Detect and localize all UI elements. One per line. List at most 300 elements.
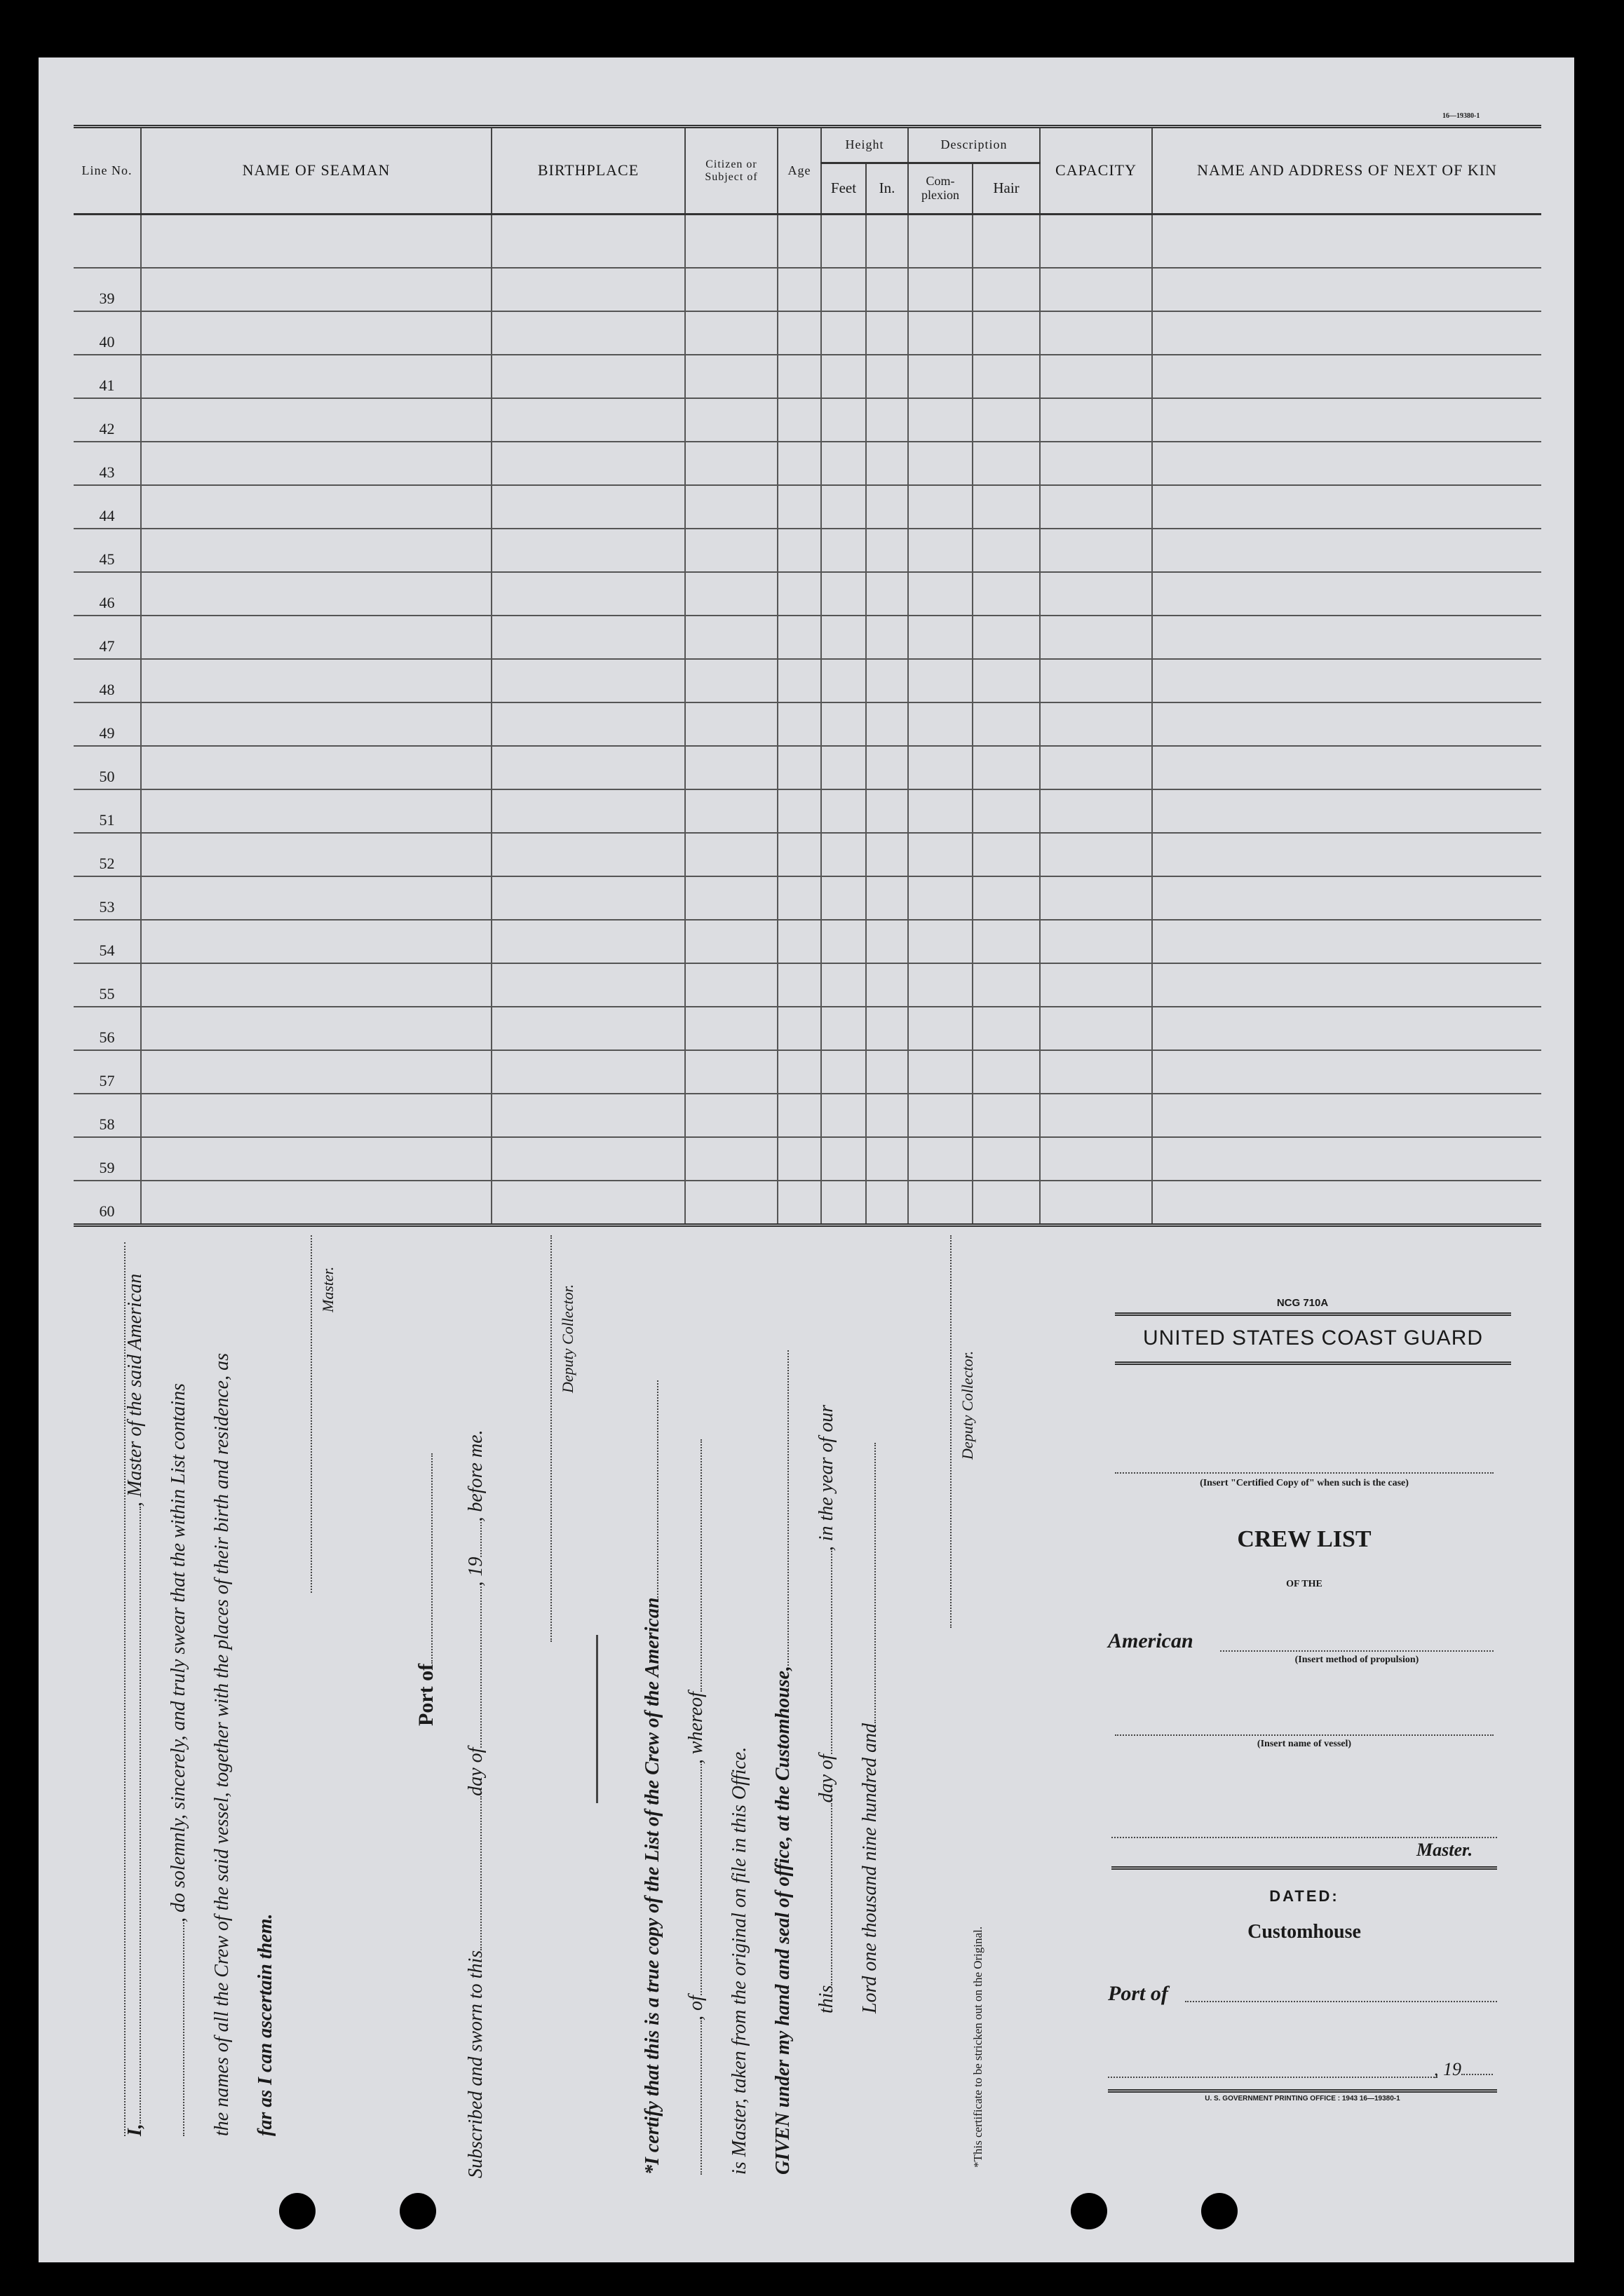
table-cell xyxy=(1152,1094,1541,1137)
table-cell xyxy=(778,442,821,485)
table-cell xyxy=(141,398,492,442)
table-cell xyxy=(1152,268,1541,311)
certify-master-line: is Master, taken from the original on file in this Office. xyxy=(729,1746,750,2175)
header-hair: Hair xyxy=(973,163,1040,215)
table-cell xyxy=(1152,920,1541,963)
table-cell xyxy=(778,268,821,311)
table-row xyxy=(74,485,1541,529)
table-row xyxy=(74,311,1541,355)
table-cell xyxy=(778,876,821,920)
table-cell xyxy=(908,1050,973,1094)
form-number: 16—19380-1 xyxy=(1442,112,1480,120)
table-cell xyxy=(685,702,778,746)
table-cell xyxy=(821,485,866,529)
table-cell xyxy=(1152,702,1541,746)
table-cell xyxy=(141,1181,492,1225)
table-cell xyxy=(685,789,778,833)
line-number: 48 xyxy=(74,659,141,702)
line-number: 53 xyxy=(74,876,141,920)
table-cell xyxy=(821,1094,866,1137)
table-cell xyxy=(866,355,908,398)
table-cell xyxy=(141,1094,492,1137)
master-line xyxy=(1111,1837,1497,1838)
table-cell xyxy=(778,1137,821,1181)
table-cell xyxy=(1152,1181,1541,1225)
table-cell xyxy=(821,616,866,659)
table-cell xyxy=(973,485,1040,529)
table-cell xyxy=(908,876,973,920)
table-cell xyxy=(492,355,685,398)
table-cell xyxy=(492,311,685,355)
table-cell xyxy=(685,1094,778,1137)
port-of-line xyxy=(1185,2001,1497,2002)
table-cell xyxy=(973,746,1040,789)
table-cell xyxy=(492,442,685,485)
table-cell xyxy=(1152,833,1541,876)
line-number: 52 xyxy=(74,833,141,876)
year-label: , 19 xyxy=(1434,2059,1493,2080)
table-cell xyxy=(1040,789,1152,833)
table-cell xyxy=(821,572,866,616)
table-cell xyxy=(908,920,973,963)
table-cell xyxy=(973,311,1040,355)
table-cell xyxy=(141,355,492,398)
table-cell xyxy=(821,833,866,876)
table-cell xyxy=(973,702,1040,746)
table-cell xyxy=(685,1181,778,1225)
table-cell xyxy=(1040,529,1152,572)
table-cell xyxy=(685,920,778,963)
table-cell xyxy=(1040,398,1152,442)
table-cell xyxy=(973,616,1040,659)
table-cell xyxy=(821,702,866,746)
table-cell xyxy=(973,1094,1040,1137)
table-cell xyxy=(685,1050,778,1094)
table-cell xyxy=(973,833,1040,876)
table-cell xyxy=(778,572,821,616)
table-cell xyxy=(141,616,492,659)
table-cell xyxy=(1152,398,1541,442)
master-label: Master. xyxy=(319,1266,337,1312)
line-number: 59 xyxy=(74,1137,141,1181)
table-cell xyxy=(778,1007,821,1050)
table-cell xyxy=(973,920,1040,963)
table-cell xyxy=(973,963,1040,1007)
table-row xyxy=(74,833,1541,876)
table-cell xyxy=(1040,833,1152,876)
table-row xyxy=(74,746,1541,789)
table-cell xyxy=(685,616,778,659)
table-cell xyxy=(141,572,492,616)
table-cell xyxy=(1152,659,1541,702)
line-number: 42 xyxy=(74,398,141,442)
table-cell xyxy=(685,833,778,876)
header-description: Description xyxy=(908,127,1040,163)
american-label: American xyxy=(1108,1629,1193,1652)
table-cell xyxy=(492,268,685,311)
table-cell xyxy=(1152,529,1541,572)
table-cell xyxy=(1152,876,1541,920)
table-cell xyxy=(141,442,492,485)
table-cell xyxy=(1040,1137,1152,1181)
table-cell xyxy=(866,789,908,833)
table-cell xyxy=(1040,963,1152,1007)
table-cell xyxy=(821,920,866,963)
table-cell xyxy=(1040,1050,1152,1094)
table-cell xyxy=(141,311,492,355)
table-cell xyxy=(141,963,492,1007)
table-cell xyxy=(685,355,778,398)
table-cell xyxy=(908,659,973,702)
table-cell xyxy=(685,746,778,789)
header-capacity: CAPACITY xyxy=(1040,127,1152,215)
table-cell xyxy=(492,1181,685,1225)
table-cell xyxy=(866,876,908,920)
table-cell xyxy=(685,529,778,572)
master-signature-line xyxy=(311,1235,312,1593)
table-cell xyxy=(821,746,866,789)
table-cell xyxy=(973,1181,1040,1225)
table-cell xyxy=(778,789,821,833)
table-row xyxy=(74,702,1541,746)
table-cell xyxy=(1040,920,1152,963)
table-cell xyxy=(866,268,908,311)
table-cell xyxy=(492,876,685,920)
table-cell xyxy=(908,398,973,442)
table-cell xyxy=(778,1050,821,1094)
deputy-signature-line-1 xyxy=(550,1235,552,1642)
table-cell xyxy=(973,1137,1040,1181)
deputy-collector-label-1: Deputy Collector. xyxy=(559,1284,576,1393)
table-cell xyxy=(141,1007,492,1050)
table-cell xyxy=(1152,311,1541,355)
table-cell xyxy=(908,963,973,1007)
punch-hole xyxy=(279,2193,316,2229)
table-row-blank xyxy=(74,215,1541,269)
table-cell xyxy=(908,789,973,833)
table-cell xyxy=(685,311,778,355)
table-row xyxy=(74,355,1541,398)
table-cell xyxy=(1040,616,1152,659)
crew-list-title: CREW LIST xyxy=(1237,1526,1372,1552)
certified-copy-line xyxy=(1115,1472,1494,1474)
table-row xyxy=(74,442,1541,485)
table-cell xyxy=(821,1050,866,1094)
table-cell xyxy=(492,920,685,963)
table-cell xyxy=(973,659,1040,702)
rule xyxy=(1111,1866,1497,1870)
table-cell xyxy=(492,833,685,876)
table-cell xyxy=(141,920,492,963)
table-cell xyxy=(866,616,908,659)
table-cell xyxy=(1040,442,1152,485)
table-cell xyxy=(1040,659,1152,702)
table-cell xyxy=(866,1094,908,1137)
table-cell xyxy=(141,1137,492,1181)
table-cell xyxy=(821,529,866,572)
table-cell xyxy=(778,311,821,355)
table-cell xyxy=(1152,1137,1541,1181)
header-inches: In. xyxy=(866,163,908,215)
line-number: 49 xyxy=(74,702,141,746)
line-number: 56 xyxy=(74,1007,141,1050)
table-cell xyxy=(685,398,778,442)
table-row xyxy=(74,1181,1541,1225)
table-cell xyxy=(973,398,1040,442)
table-cell xyxy=(973,529,1040,572)
table-cell xyxy=(1152,616,1541,659)
table-row xyxy=(74,1007,1541,1050)
table-cell xyxy=(492,789,685,833)
header-height: Height xyxy=(821,127,908,163)
port-of-field-label: Port of xyxy=(1108,1982,1168,2005)
table-cell xyxy=(866,311,908,355)
certified-copy-note: (Insert "Certified Copy of" when such is the case) xyxy=(1200,1478,1409,1488)
table-cell xyxy=(908,268,973,311)
table-cell xyxy=(141,485,492,529)
header-citizen: Citizen or Subject of xyxy=(685,127,778,215)
table-cell xyxy=(821,311,866,355)
table-cell xyxy=(778,702,821,746)
table-cell xyxy=(492,1050,685,1094)
header-complexion: Com-plexion xyxy=(908,163,973,215)
table-cell xyxy=(1152,963,1541,1007)
table-cell xyxy=(866,1050,908,1094)
table-row xyxy=(74,659,1541,702)
line-number: 50 xyxy=(74,746,141,789)
table-row xyxy=(74,1050,1541,1094)
line-number: 47 xyxy=(74,616,141,659)
table-cell xyxy=(778,616,821,659)
table-cell xyxy=(1040,1094,1152,1137)
table-cell xyxy=(492,746,685,789)
line-number: 45 xyxy=(74,529,141,572)
table-cell xyxy=(778,529,821,572)
table-cell xyxy=(1040,1181,1152,1225)
table-cell xyxy=(1152,1007,1541,1050)
customhouse-label: Customhouse xyxy=(1247,1921,1361,1943)
affidavit-line-3: the names of all the Crew of the said vessel, together with the places of their birth and residence, as xyxy=(211,1353,233,2136)
table-cell xyxy=(778,398,821,442)
table-cell xyxy=(908,485,973,529)
table-cell xyxy=(1040,746,1152,789)
table-cell xyxy=(908,1094,973,1137)
table-cell xyxy=(1152,442,1541,485)
table-cell xyxy=(1040,876,1152,920)
table-cell xyxy=(908,702,973,746)
line-number: 43 xyxy=(74,442,141,485)
vessel-name-line xyxy=(1115,1734,1494,1736)
table-cell xyxy=(141,659,492,702)
line-number: 44 xyxy=(74,485,141,529)
table-cell xyxy=(908,746,973,789)
propulsion-note: (Insert method of propulsion) xyxy=(1294,1655,1419,1665)
table-cell xyxy=(778,833,821,876)
table-cell xyxy=(141,1050,492,1094)
table-row xyxy=(74,789,1541,833)
table-cell xyxy=(866,1137,908,1181)
table-cell xyxy=(821,442,866,485)
table-cell xyxy=(866,529,908,572)
propulsion-line xyxy=(1220,1650,1494,1652)
table-cell xyxy=(908,311,973,355)
table-cell xyxy=(1152,485,1541,529)
table-cell xyxy=(778,355,821,398)
table-cell xyxy=(1152,789,1541,833)
table-cell xyxy=(821,355,866,398)
table-cell xyxy=(141,529,492,572)
line-number: 58 xyxy=(74,1094,141,1137)
table-cell xyxy=(908,1137,973,1181)
table-cell xyxy=(821,398,866,442)
table-cell xyxy=(685,442,778,485)
line-number: 40 xyxy=(74,311,141,355)
table-cell xyxy=(685,876,778,920)
affidavit-line-2: , do solemnly, sincerely, and truly swear that the within List contains xyxy=(168,1383,190,2136)
deputy-signature-line-2 xyxy=(950,1235,952,1628)
table-row xyxy=(74,398,1541,442)
table-row xyxy=(74,268,1541,311)
table-cell xyxy=(492,1007,685,1050)
table-cell xyxy=(1152,355,1541,398)
of-the-label: OF THE xyxy=(1286,1579,1322,1589)
table-cell xyxy=(821,659,866,702)
agency-title: UNITED STATES COAST GUARD xyxy=(1142,1326,1484,1350)
table-cell xyxy=(973,268,1040,311)
port-of-label: Port of xyxy=(414,1453,438,1726)
table-cell xyxy=(866,963,908,1007)
table-cell xyxy=(492,702,685,746)
table-row xyxy=(74,963,1541,1007)
table-cell xyxy=(1040,268,1152,311)
punch-hole xyxy=(400,2193,436,2229)
rule xyxy=(1115,1361,1511,1365)
table-cell xyxy=(778,1094,821,1137)
table-cell xyxy=(821,789,866,833)
table-cell xyxy=(1040,1007,1152,1050)
table-cell xyxy=(973,876,1040,920)
table-cell xyxy=(1040,572,1152,616)
affidavit-line-4: far as I can ascertain them. xyxy=(255,1913,276,2136)
table-cell xyxy=(908,1181,973,1225)
table-row xyxy=(74,572,1541,616)
table-cell xyxy=(492,659,685,702)
table-cell xyxy=(866,1181,908,1225)
line-number: 57 xyxy=(74,1050,141,1094)
table-cell xyxy=(908,442,973,485)
table-cell xyxy=(866,442,908,485)
table-cell xyxy=(908,833,973,876)
table-cell xyxy=(492,963,685,1007)
certify-of-line: , of, whereof xyxy=(685,1439,708,2175)
header-next-of-kin: NAME AND ADDRESS OF NEXT OF KIN xyxy=(1152,127,1541,215)
header-feet: Feet xyxy=(821,163,866,215)
header-age: Age xyxy=(778,127,821,215)
line-number: 51 xyxy=(74,789,141,833)
table-cell xyxy=(821,268,866,311)
table-cell xyxy=(492,616,685,659)
form-code: NCG 710A xyxy=(1276,1297,1329,1309)
table-cell xyxy=(778,920,821,963)
table-cell xyxy=(492,398,685,442)
table-cell xyxy=(973,1050,1040,1094)
rule xyxy=(1115,1312,1511,1316)
rule xyxy=(1108,2089,1497,2093)
table-cell xyxy=(778,746,821,789)
table-cell xyxy=(1040,702,1152,746)
table-cell xyxy=(821,1007,866,1050)
given-day-line: thisday of, in the year of our xyxy=(816,1404,837,2013)
vessel-name-note: (Insert name of vessel) xyxy=(1257,1739,1352,1749)
separator-rule xyxy=(596,1635,598,1803)
table-cell xyxy=(866,920,908,963)
dated-label: DATED: xyxy=(1269,1887,1339,1905)
document-page xyxy=(39,57,1574,2262)
table-cell xyxy=(685,1137,778,1181)
table-cell xyxy=(973,1007,1040,1050)
table-cell xyxy=(685,268,778,311)
punch-hole xyxy=(1071,2193,1107,2229)
table-cell xyxy=(685,572,778,616)
cover-master-label: Master. xyxy=(1416,1840,1473,1860)
line-number: 39 xyxy=(74,268,141,311)
table-cell xyxy=(908,529,973,572)
table-cell xyxy=(1040,355,1152,398)
table-cell xyxy=(1040,485,1152,529)
line-number: 54 xyxy=(74,920,141,963)
table-cell xyxy=(685,963,778,1007)
header-line-no: Line No. xyxy=(74,127,141,215)
table-cell xyxy=(685,485,778,529)
table-cell xyxy=(908,616,973,659)
table-cell xyxy=(866,833,908,876)
table-cell xyxy=(778,485,821,529)
header-birthplace: BIRTHPLACE xyxy=(492,127,685,215)
affidavit-line-1: I,, Master of the said American xyxy=(124,1273,146,2136)
table-cell xyxy=(685,1007,778,1050)
table-cell xyxy=(866,702,908,746)
table-cell xyxy=(492,485,685,529)
certify-line: *I certify that this is a true copy of the List of the Crew of the American xyxy=(642,1380,664,2175)
table-cell xyxy=(141,268,492,311)
table-cell xyxy=(141,746,492,789)
table-cell xyxy=(141,833,492,876)
crew-table xyxy=(74,125,1541,1227)
table-cell xyxy=(821,963,866,1007)
table-cell xyxy=(492,1137,685,1181)
given-line: GIVEN under my hand and seal of office, at the Customhouse, xyxy=(772,1350,794,2175)
punch-hole xyxy=(1201,2193,1238,2229)
table-row xyxy=(74,920,1541,963)
table-cell xyxy=(866,572,908,616)
table-cell xyxy=(778,1181,821,1225)
table-cell xyxy=(1152,1050,1541,1094)
table-cell xyxy=(866,1007,908,1050)
date-line xyxy=(1108,2077,1437,2078)
table-row xyxy=(74,1137,1541,1181)
table-cell xyxy=(908,355,973,398)
table-cell xyxy=(908,572,973,616)
table-cell xyxy=(821,1181,866,1225)
table-cell xyxy=(821,1137,866,1181)
table-cell xyxy=(778,659,821,702)
line-number: 55 xyxy=(74,963,141,1007)
table-cell xyxy=(866,485,908,529)
line-number: 46 xyxy=(74,572,141,616)
header-name-of-seaman: NAME OF SEAMAN xyxy=(141,127,492,215)
table-cell xyxy=(866,659,908,702)
table-cell xyxy=(1152,746,1541,789)
